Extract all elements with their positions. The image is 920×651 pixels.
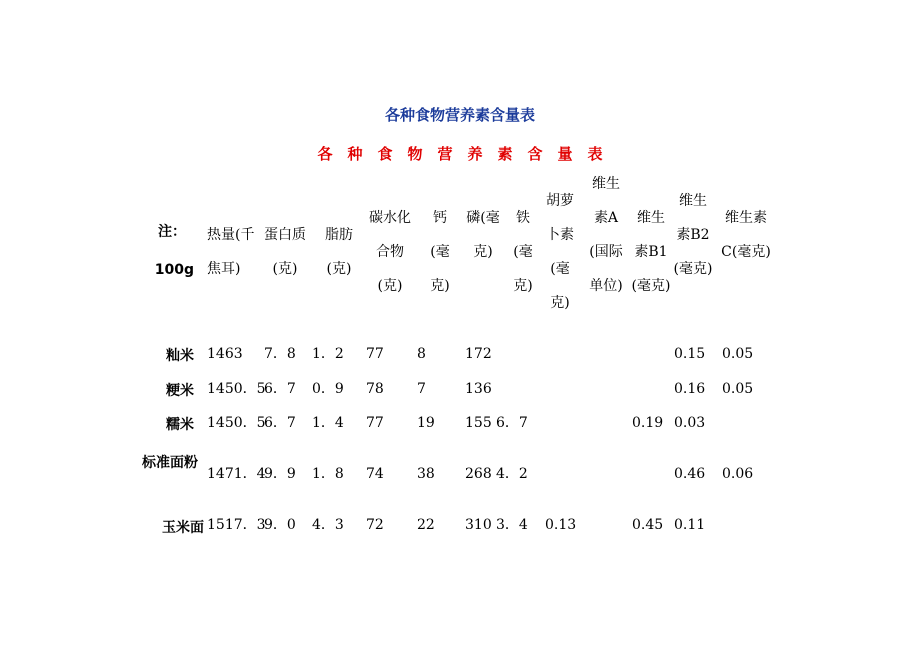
cell-energy: 1517．3 <box>207 517 266 533</box>
cell-protein: 6．7 <box>264 381 296 397</box>
cell-protein: 9．9 <box>264 466 296 482</box>
cell-calcium: 7 <box>417 381 426 397</box>
cell-iron: 6．7 <box>496 415 528 431</box>
cell-fat: 4．3 <box>312 517 344 533</box>
header-carb: 碳水化合物(克) <box>369 210 411 294</box>
cell-phosphorus: 172 <box>465 346 492 362</box>
row-name: 粳米 <box>166 383 194 399</box>
row-name: 标准面粉 <box>142 455 198 471</box>
cell-carb: 77 <box>366 415 384 431</box>
cell-carb: 74 <box>366 466 384 482</box>
cell-energy: 1471．4 <box>207 466 266 482</box>
cell-iron: 3．4 <box>496 517 528 533</box>
cell-fat: 1．4 <box>312 415 344 431</box>
cell-calcium: 19 <box>417 415 435 431</box>
cell-vitamin-b2: 0.03 <box>674 415 706 431</box>
cell-vitamin-b1: 0.45 <box>632 517 664 533</box>
header-carotene: 胡萝卜素(毫克) <box>546 193 574 311</box>
row-name: 玉米面 <box>162 520 204 536</box>
header-protein: 蛋白质(克) <box>264 227 306 277</box>
cell-vitamin-c: 0.05 <box>722 346 754 362</box>
cell-carotene: 0.13 <box>545 517 577 533</box>
header-vitamin-c: 维生素C(毫克) <box>721 210 771 260</box>
cell-vitamin-b2: 0.46 <box>674 466 706 482</box>
cell-phosphorus: 310 <box>465 517 492 533</box>
cell-vitamin-b2: 0.11 <box>674 517 706 533</box>
cell-vitamin-b2: 0.15 <box>674 346 706 362</box>
cell-carb: 72 <box>366 517 384 533</box>
cell-vitamin-b2: 0.16 <box>674 381 706 397</box>
cell-calcium: 38 <box>417 466 435 482</box>
cell-protein: 9．0 <box>264 517 296 533</box>
header-per-100g: 100g <box>154 262 194 278</box>
table-title: 各种食物营养素含量表 <box>317 145 618 163</box>
cell-iron: 4．2 <box>496 466 528 482</box>
cell-energy: 1450．5 <box>207 415 266 431</box>
cell-vitamin-c: 0.05 <box>722 381 754 397</box>
header-vitamin-b1: 维生素B1(毫克) <box>631 210 671 294</box>
cell-phosphorus: 268 <box>465 466 492 482</box>
cell-energy: 1450．5 <box>207 381 266 397</box>
header-energy: 热量(千焦耳) <box>207 227 255 277</box>
header-fat: 脂肪(克) <box>325 227 353 277</box>
cell-carb: 77 <box>366 346 384 362</box>
cell-calcium: 22 <box>417 517 435 533</box>
cell-energy: 1463 <box>207 346 243 362</box>
cell-protein: 7．8 <box>264 346 296 362</box>
header-calcium: 钙(毫克) <box>430 210 450 294</box>
cell-phosphorus: 155 <box>465 415 492 431</box>
cell-vitamin-b1: 0.19 <box>632 415 664 431</box>
header-phosphorus: 磷(毫克) <box>466 210 500 260</box>
cell-fat: 1．8 <box>312 466 344 482</box>
header-note: 注： <box>158 224 186 240</box>
row-name: 糯米 <box>166 417 194 433</box>
row-name: 籼米 <box>166 348 194 364</box>
cell-calcium: 8 <box>417 346 426 362</box>
cell-carb: 78 <box>366 381 384 397</box>
cell-protein: 6．7 <box>264 415 296 431</box>
cell-fat: 1．2 <box>312 346 344 362</box>
header-vitamin-b2: 维生素B2(毫克) <box>673 193 713 277</box>
header-vitamin-a: 维生素A(国际单位) <box>589 176 623 294</box>
header-iron: 铁(毫克) <box>513 210 533 294</box>
cell-vitamin-c: 0.06 <box>722 466 754 482</box>
cell-fat: 0．9 <box>312 381 344 397</box>
cell-phosphorus: 136 <box>465 381 492 397</box>
page-title: 各种食物营养素含量表 <box>384 106 535 124</box>
